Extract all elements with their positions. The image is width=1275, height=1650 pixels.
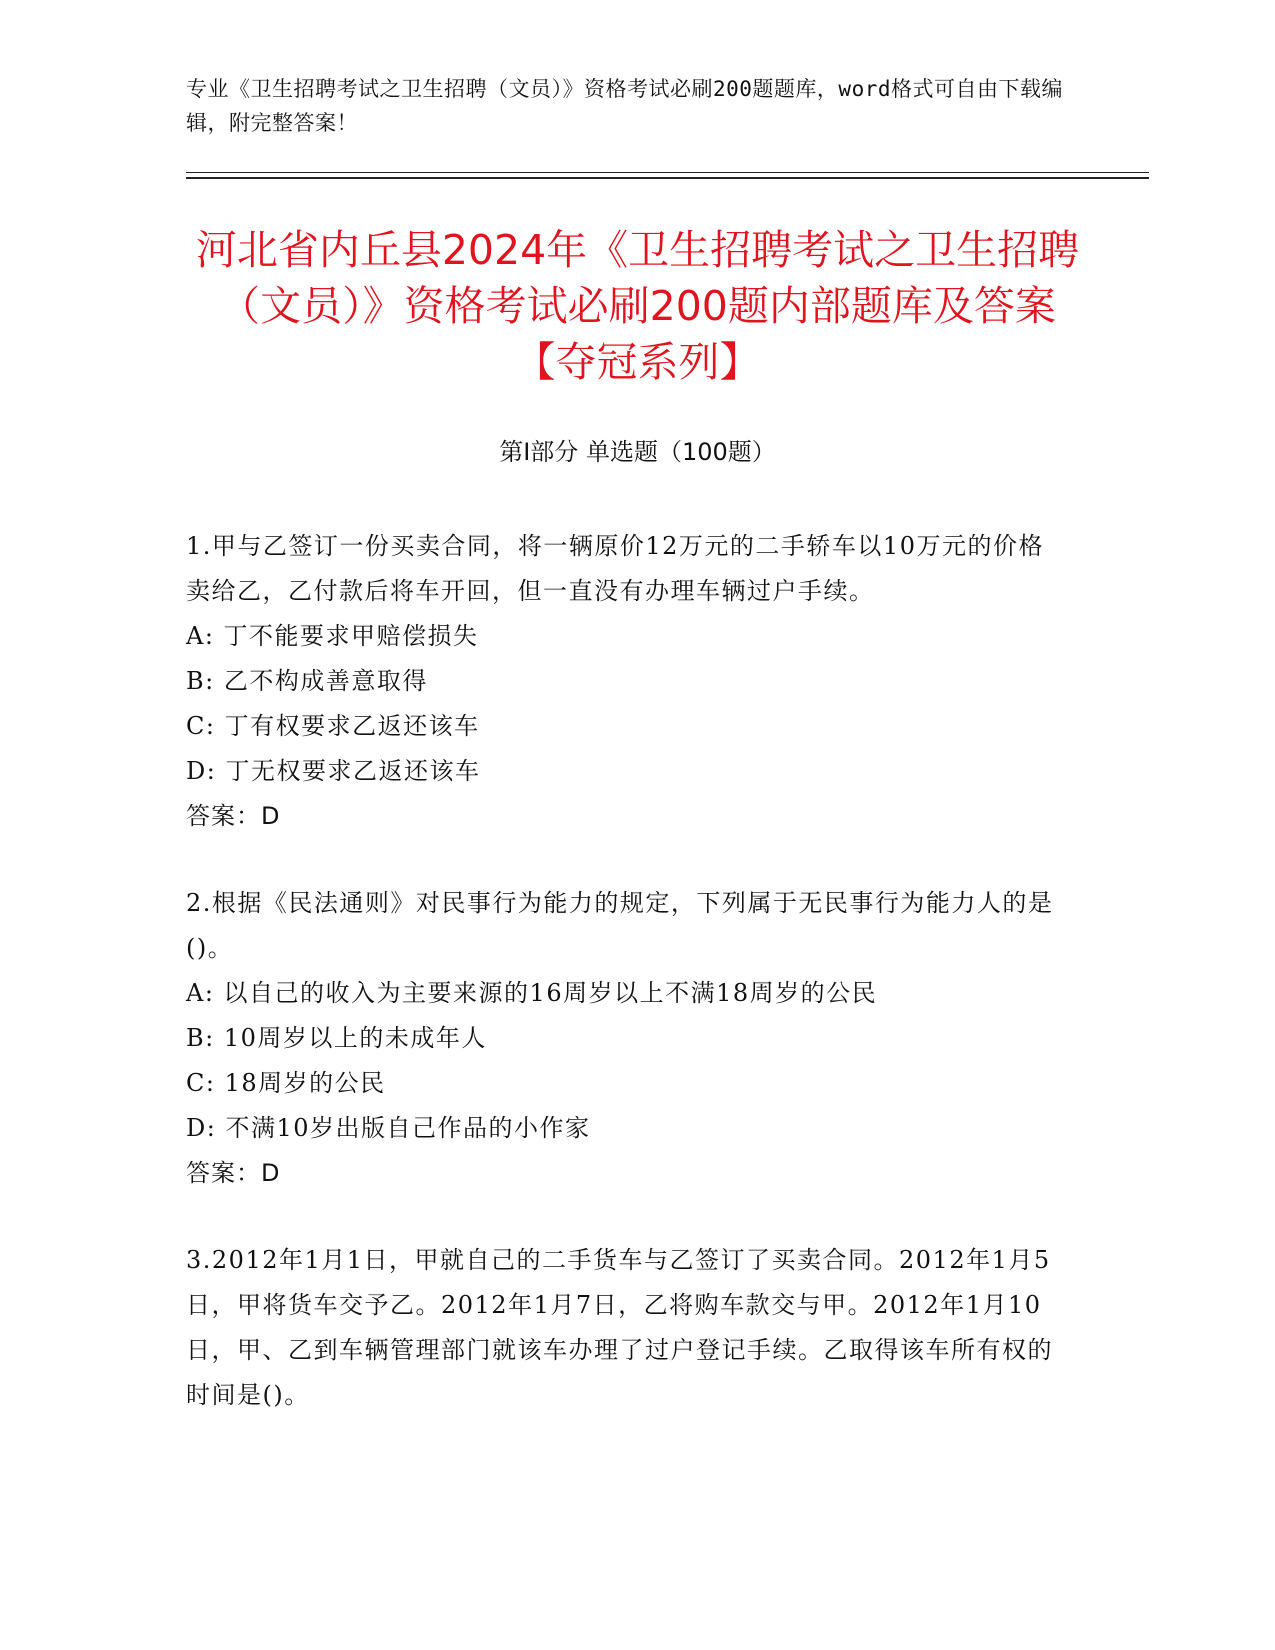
header-divider-thick [186, 177, 1149, 179]
header-note: 专业《卫生招聘考试之卫生招聘（文员）》资格考试必刷200题题库，word格式可自由下载编辑，附完整答案！ [186, 77, 1063, 135]
question-stem: 2.根据《民法通则》对民事行为能力的规定，下列属于无民事行为能力人的是()。 [186, 889, 1054, 962]
option-c: C: 18周岁的公民 [186, 1069, 386, 1097]
option-b: B: 10周岁以上的未成年人 [186, 1024, 487, 1052]
document-title: 河北省内丘县2024年《卫生招聘考试之卫生招聘（文员）》资格考试必刷200题内部题库及答案【夺冠系列】 [195, 226, 1080, 386]
answer-line [186, 794, 1066, 839]
section-heading: 第I部分 单选题（100题） [499, 438, 776, 466]
answer-value: D [261, 1159, 280, 1187]
answer-label: 答案： [186, 1159, 261, 1187]
question-list [186, 524, 1066, 1460]
question-stem: 3.2012年1月1日，甲就自己的二手货车与乙签订了买卖合同。2012年1月5日，甲将货车交予乙。2012年1月7日，乙将购车款交与甲。2012年1月10日，甲、乙到车辆管理部门就该车办理了过户登记手续。乙取得该车所有权的时间是()。 [186, 1246, 1053, 1409]
option-a: A: 以自己的收入为主要来源的16周岁以上不满18周岁的公民 [186, 979, 878, 1007]
answer-label: 答案： [186, 802, 261, 830]
option-c: C: 丁有权要求乙返还该车 [186, 712, 480, 740]
question-2 [186, 881, 1066, 1196]
answer-value: D [261, 802, 280, 830]
question-1 [186, 524, 1066, 839]
option-d: D: 不满10岁出版自己作品的小作家 [186, 1114, 591, 1142]
header-divider-thin [186, 172, 1149, 173]
option-d: D: 丁无权要求乙返还该车 [186, 757, 481, 785]
question-stem: 1.甲与乙签订一份买卖合同，将一辆原价12万元的二手轿车以10万元的价格卖给乙，乙付款后将车开回，但一直没有办理车辆过户手续。 [186, 532, 1044, 605]
question-3 [186, 1238, 1066, 1418]
option-a: A: 丁不能要求甲赔偿损失 [186, 622, 479, 650]
answer-line [186, 1151, 1066, 1196]
option-b: B: 乙不构成善意取得 [186, 667, 428, 695]
